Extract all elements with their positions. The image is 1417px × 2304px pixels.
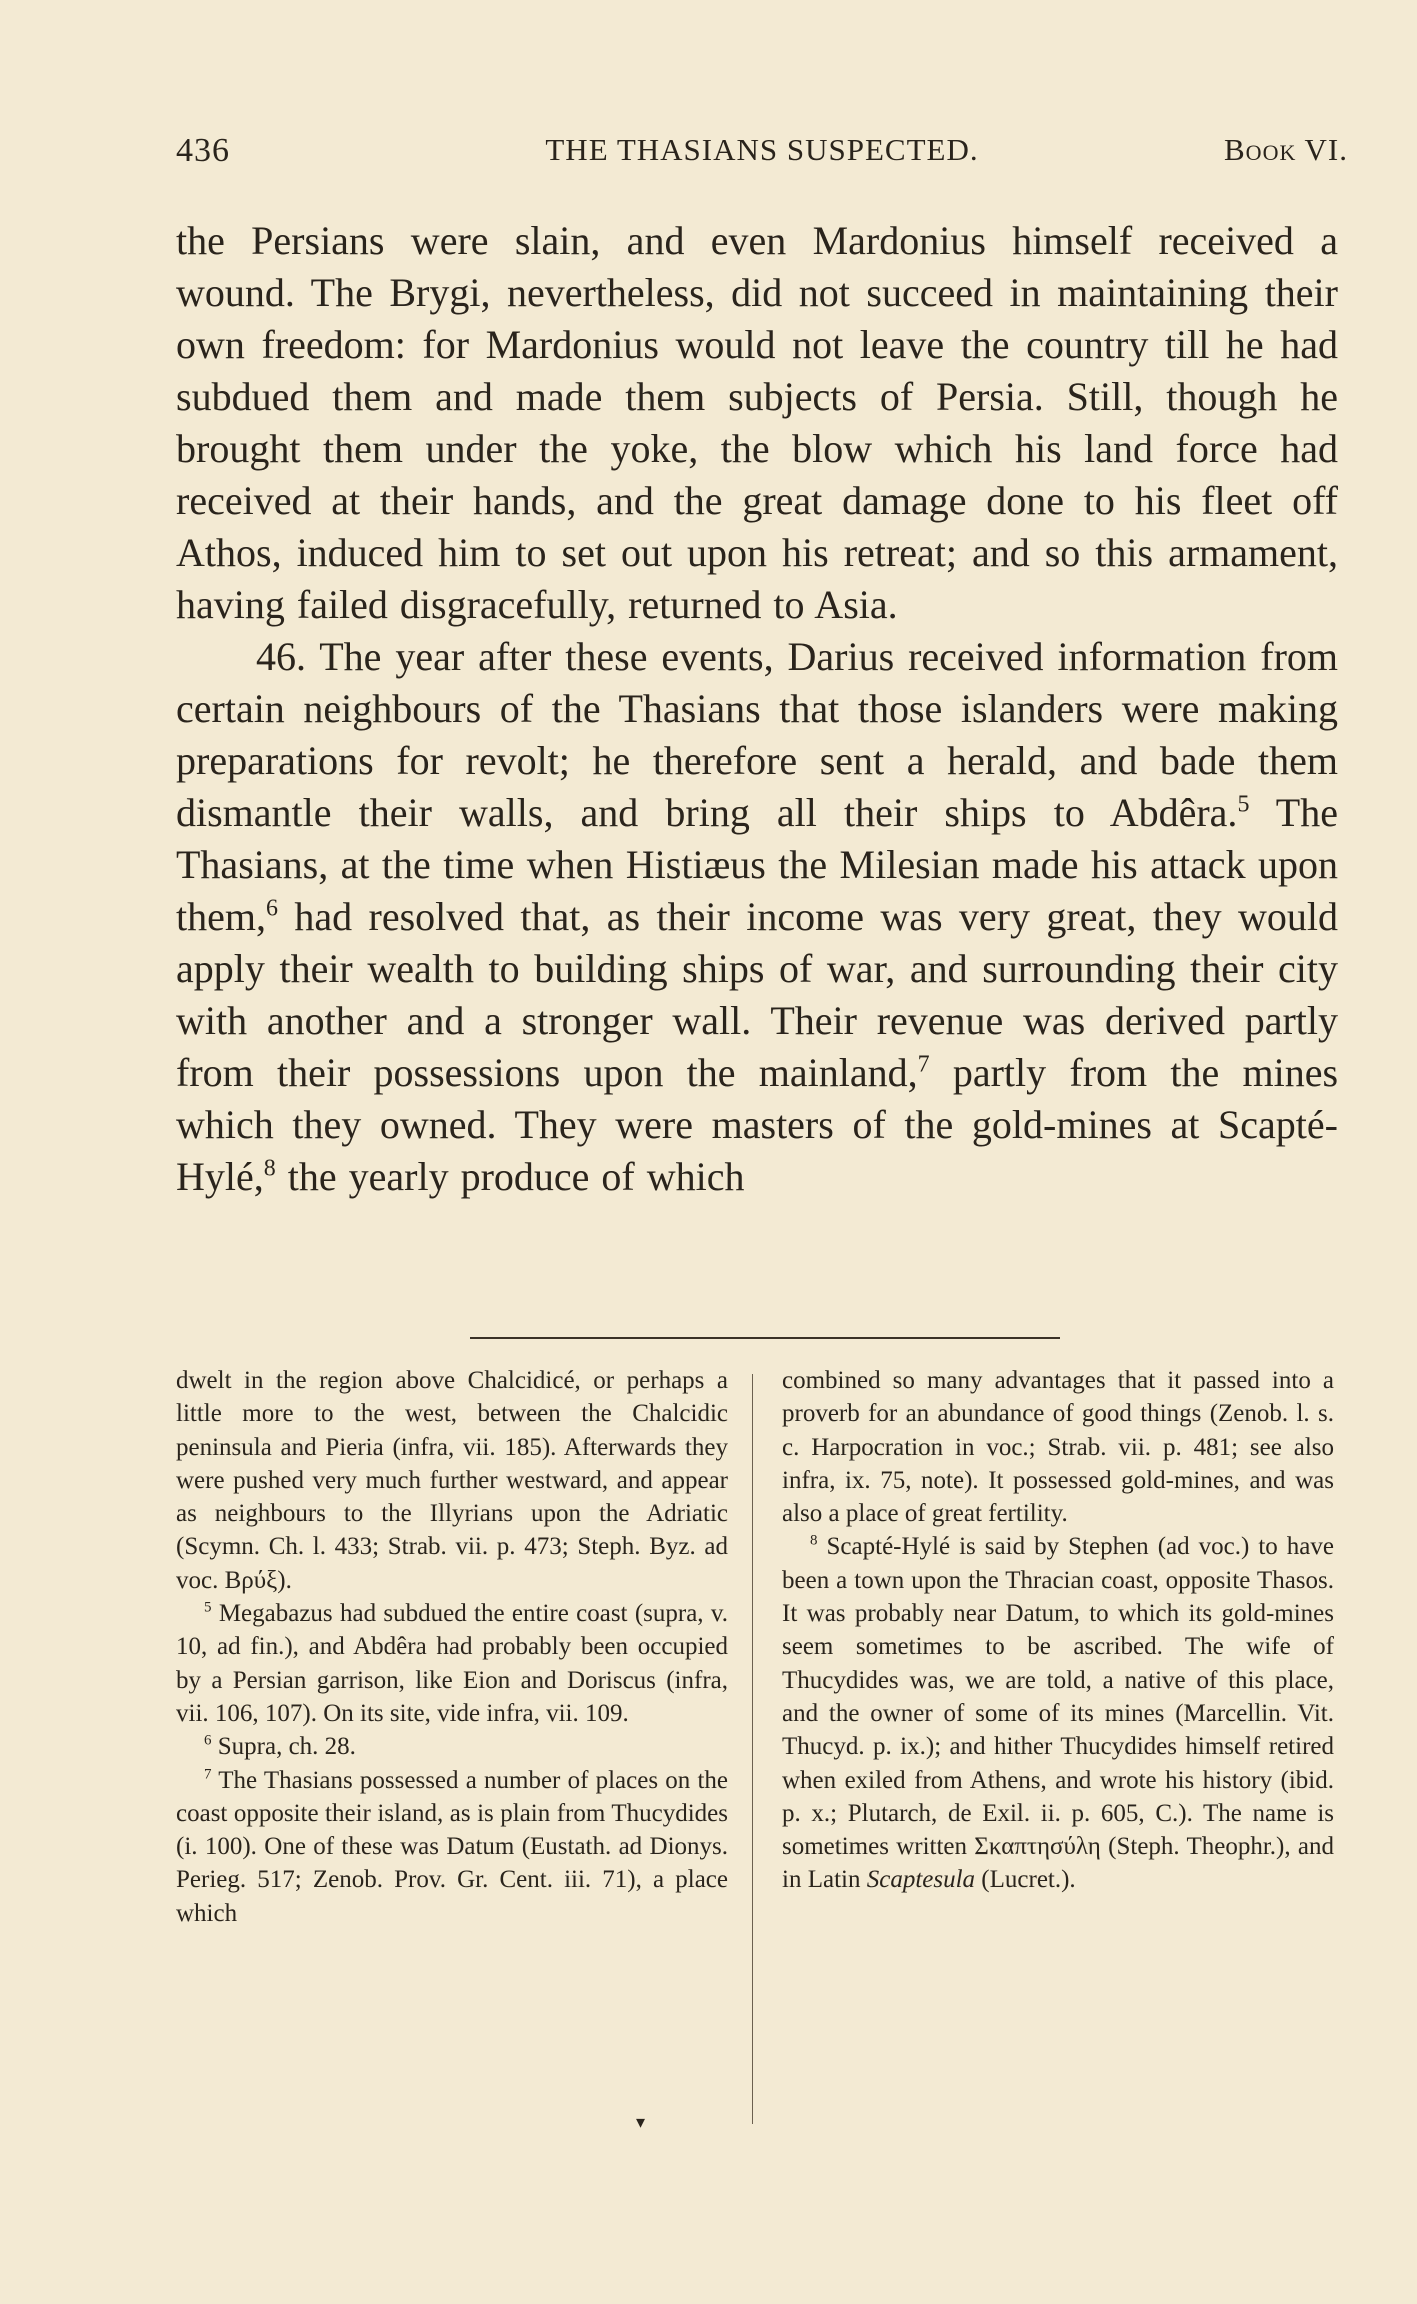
footnote-continuation: dwelt in the region above Chalcidicé, or perhaps a little more to the west, between the Chalcidic peninsula and Pieria (infra, vii. 185). Afterwards they were pushed very much further westward, and appear as neighbours to the Illyrians upon the Adriatic (Scymn. Ch. l. 433; Strab. vii. p. 473; Steph. Byz. ad voc. Βρύξ). <box>176 1367 728 1594</box>
text-run: The Thasians, at the time when Histiæus the Milesian made his attack upon them, <box>176 790 1338 939</box>
text-run: the yearly produce of which <box>275 1154 745 1199</box>
page-number: 436 <box>176 132 230 169</box>
footnote-8 <box>782 1530 1334 1896</box>
footnote-text: The Thasians possessed a number of places on the coast opposite their island, as is plain from Thucydides (i. 100). One of these was Datum (Eustath. ad Dionys. Perieg. 517; Zenob. Prov. Gr. Cent. iii. 71), a place which <box>176 1766 728 1927</box>
book-label: Book VI. <box>1224 132 1348 167</box>
footnote-text: Megabazus had subdued the entire coast (supra, v. 10, ad fin.), and Abdêra had probably been occupied by a Persian garrison, like Eion and Doriscus (infra, vii. 106, 107). On its site, vide infra, vii. 109. <box>176 1600 728 1727</box>
footnote-6 <box>176 1730 728 1763</box>
footnote-divider-rule <box>470 1337 1060 1339</box>
footnote-ref-6[interactable]: 6 <box>265 895 278 922</box>
footnote-ref-5[interactable]: 5 <box>1237 791 1250 818</box>
text-run: partly from the mines which they owned. They were masters of the gold-mines at Scapté-Hylé, <box>176 1050 1339 1199</box>
footnote-number: 8 <box>810 1533 818 1550</box>
footnote-text: Supra, ch. 28. <box>211 1733 356 1761</box>
footnotes-left-column <box>176 1364 728 1930</box>
footnote-number: 6 <box>204 1732 212 1749</box>
running-title: THE THASIANS SUSPECTED. <box>545 132 979 167</box>
signature-mark: ▾ <box>636 2112 646 2132</box>
footnote-5 <box>176 1597 728 1730</box>
footnote-7 <box>176 1764 728 1930</box>
footnote-7-continuation: combined so many advantages that it passed into a proverb for an abundance of good things (Zenob. l. s. c. Harpocration in voc.; Strab. vii. p. 481; see also infra, ix. 75, note). It possessed gold-mines, and was also a place of great fertility. <box>782 1367 1334 1528</box>
footnote-number: 5 <box>204 1599 212 1616</box>
footnote-number: 7 <box>204 1766 212 1783</box>
column-divider <box>752 1374 753 2124</box>
paragraph-continued: the Persians were slain, and even Mardonius himself received a wound. The Brygi, nevertheless, did not succeed in maintaining their own freedom: for Mardonius would not leave the country till he had subdued them and made them subjects of Persia. Still, though he brought them under the yoke, the blow which his land force had received at their hands, and the great damage done to his fleet off Athos, induced him to set out upon his retreat; and so this armament, having failed disgracefully, returned to Asia. <box>176 218 1338 627</box>
footnotes-right-column <box>782 1364 1334 1897</box>
footnote-text: (Lucret.). <box>975 1866 1076 1894</box>
footnote-ref-8[interactable]: 8 <box>263 1155 276 1182</box>
footnote-italic: Scaptesula <box>866 1866 976 1894</box>
text-run: 46. The year after these events, Darius received information from certain neighbours of the Thasians that those islanders were making preparations for revolt; he therefore sent a herald, and bade them dismantle their walls, and bring all their ships to Abdêra. <box>176 634 1338 835</box>
footnote-ref-7[interactable]: 7 <box>917 1051 930 1078</box>
main-text <box>176 215 1338 1203</box>
paragraph-46 <box>176 631 1338 1203</box>
text-run: had resolved that, as their income was very great, they would apply their wealth to building ships of war, and surrounding their city with another and a stronger wall. Their revenue was derived partly from their possessions upon the mainland, <box>176 894 1338 1095</box>
footnote-text: Scapté-Hylé is said by Stephen (ad voc.) to have been a town upon the Thracian coast, opposite Thasos. It was probably near Datum, to which its gold-mines seem sometimes to be ascribed. The wife of Thucydides was, we are told, a native of this place, and the owner of some of its mines (Marcellin. Vit. Thucyd. p. ix.); and hither Thucydides himself retired when exiled from Athens, and wrote his history (ibid. p. x.; Plutarch, de Exil. ii. p. 605, C.). The name is sometimes written Σκαπτησύλη (Steph. Theophr.), and in Latin <box>782 1533 1334 1894</box>
page-header <box>176 132 1348 172</box>
